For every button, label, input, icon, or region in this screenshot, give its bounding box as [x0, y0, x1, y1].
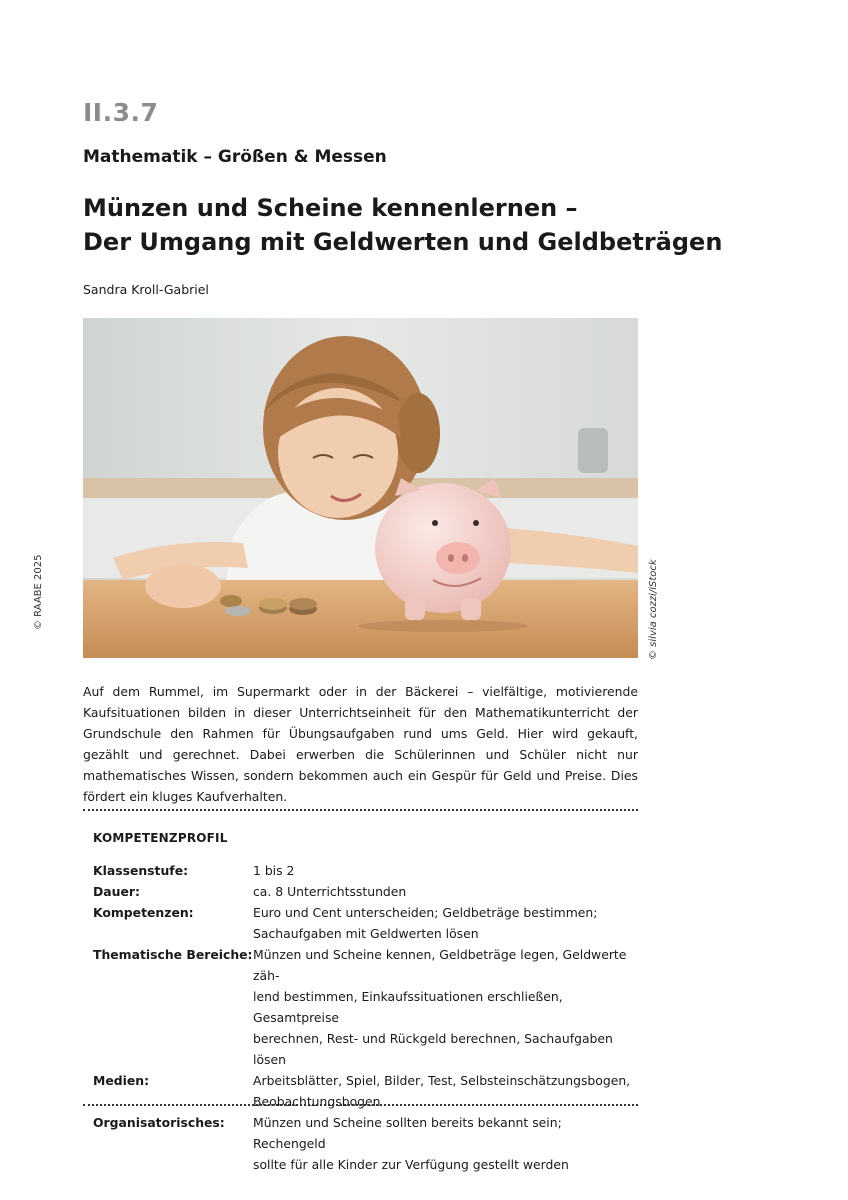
subject-line: Mathematik – Größen & Messen: [83, 147, 387, 167]
profile-row-duration: [93, 881, 638, 902]
profile-value: Münzen und Scheine sollten bereits bekannt sein; Rechengeld sollte für alle Kinder zur Verfügung gestellt werden: [253, 1115, 569, 1172]
profile-label: Dauer:: [93, 884, 140, 899]
competence-profile-table: [93, 860, 638, 1175]
profile-value: 1 bis 2: [253, 863, 295, 878]
title-line-2: Der Umgang mit Geldwerten und Geldbeträgen: [83, 228, 723, 256]
section-number: II.3.7: [83, 98, 159, 127]
profile-label: Thematische Bereiche:: [93, 947, 253, 962]
profile-label: Organisatorisches:: [93, 1115, 225, 1130]
page-title: [83, 191, 722, 259]
profile-label: Medien:: [93, 1073, 150, 1088]
title-line-1: Münzen und Scheine kennenlernen –: [83, 194, 578, 222]
profile-label: Klassenstufe:: [93, 863, 189, 878]
profile-label: Kompetenzen:: [93, 905, 194, 920]
competence-profile-heading: KOMPETENZPROFIL: [93, 831, 228, 845]
profile-row-topics: [93, 944, 638, 1070]
profile-value: Münzen und Scheine kennen, Geldbeträge legen, Geldwerte zäh- lend bestimmen, Einkaufssituationen erschließen, Gesamtpreise berechnen, Rest- und Rückgeld berechnen, Sachaufgaben lösen: [253, 947, 627, 1067]
photo-credit: © silvia cozzi/iStock: [648, 559, 659, 660]
girl-piggy-bank-photo: [83, 318, 638, 658]
profile-row-competences: [93, 902, 638, 944]
dotted-divider-bottom: [83, 1104, 638, 1106]
dotted-divider-top: [83, 809, 638, 811]
intro-paragraph: Auf dem Rummel, im Supermarkt oder in der Bäckerei – vielfältige, motivierende Kaufsituationen bilden in dieser Unterrichtseinheit für den Mathematikunterricht der Grundschule den Rahmen für Übungsaufgaben rund ums Geld. Hier wird gekauft, gezählt und gerechnet. Dabei erwerben die Schülerinnen und Schüler nicht nur mathematisches Wissen, sondern bekommen auch ein Gespür für Geld und Preise. Dies fördert ein kluges Kaufverhalten.: [83, 684, 638, 804]
profile-row-grade: [93, 860, 638, 881]
copyright-notice: © RAABE 2025: [33, 554, 44, 630]
profile-value: Euro und Cent unterscheiden; Geldbeträge bestimmen; Sachaufgaben mit Geldwerten lösen: [253, 905, 598, 941]
profile-row-organisation: [93, 1112, 638, 1175]
profile-value: Arbeitsblätter, Spiel, Bilder, Test, Selbsteinschätzungsbogen, Beobachtungsbogen: [253, 1073, 631, 1109]
profile-value: ca. 8 Unterrichtsstunden: [253, 884, 407, 899]
author-name: Sandra Kroll-Gabriel: [83, 282, 209, 297]
